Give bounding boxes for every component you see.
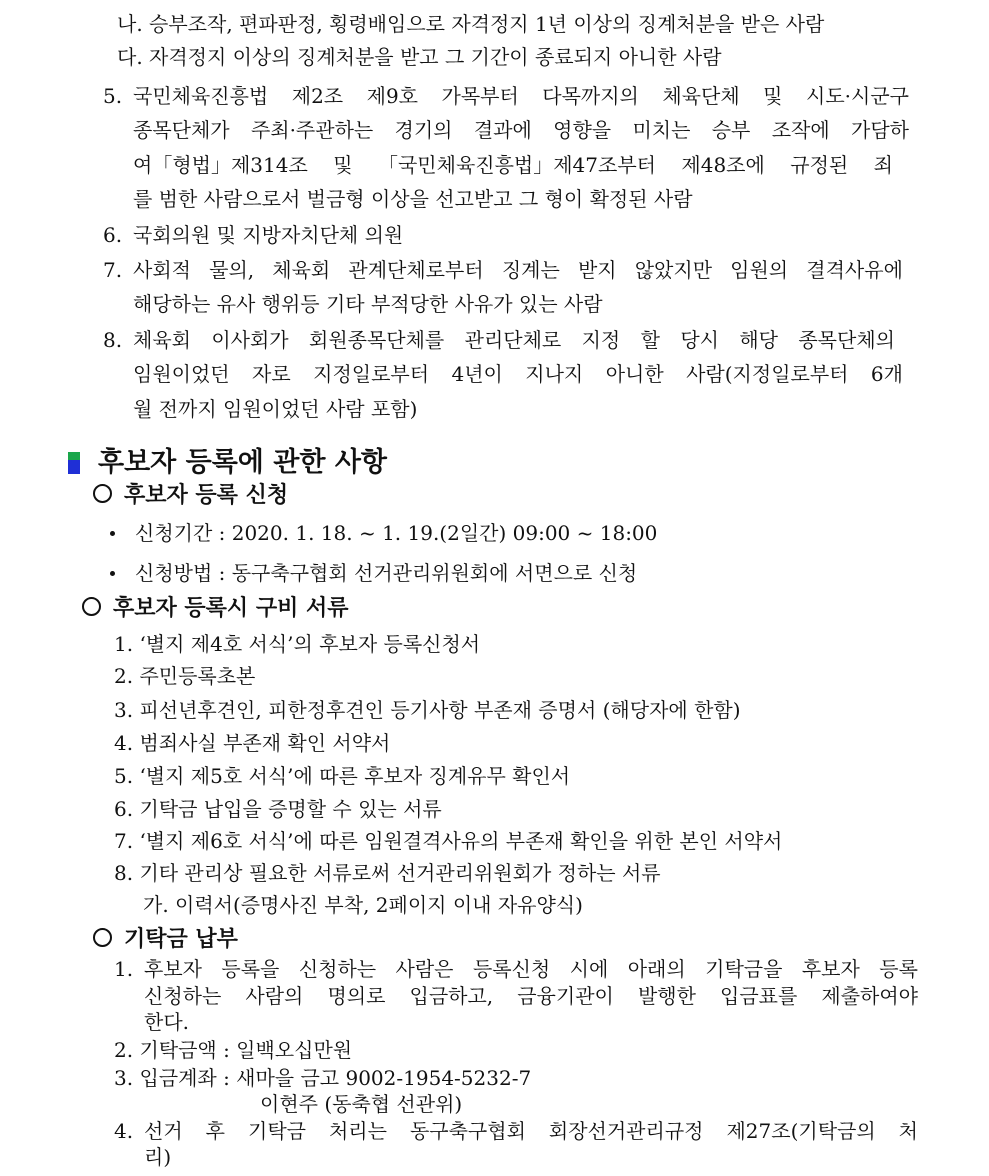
list-item-number: 6.	[103, 223, 123, 247]
bullet-dot-icon	[110, 531, 115, 536]
list-item: 3. 입금계좌 : 새마을 금고 9002-1954-5232-7	[114, 1066, 532, 1090]
list-item-line: 여「형법」제314조 및 「국민체육진흥법」제47조부터 제48조에 규정된 죄	[133, 153, 893, 177]
bullet-item: 신청방법 : 동구축구협회 선거관리위원회에 서면으로 신청	[110, 561, 637, 585]
subsection-heading: 후보자 등록시 구비 서류	[82, 597, 349, 621]
list-item-line: 사회적 물의, 체육회 관계단체로부터 징계는 받지 않았지만 임원의 결격사유에	[133, 258, 903, 282]
list-item: 다. 자격정지 이상의 징계처분을 받고 그 기간이 종료되지 아니한 사람	[117, 45, 722, 69]
list-item: 2. 기탁금액 : 일백오십만원	[114, 1038, 353, 1062]
list-item: 7. ‘별지 제6호 서식’에 따른 임원결격사유의 부존재 확인을 위한 본인 서약서	[114, 829, 783, 853]
list-item-line: 이현주 (동축협 선관위)	[260, 1092, 463, 1116]
list-item-number: 8.	[103, 328, 123, 352]
list-item: 1. ‘별지 제4호 서식’의 후보자 등록신청서	[114, 632, 481, 656]
section-title: 후보자 등록에 관한 사항	[98, 447, 388, 478]
subsection-heading: 기탁금 납부	[93, 928, 238, 952]
list-item-line: 선거 후 기탁금 처리는 동구축구협회 회장선거관리규정 제27조(기탁금의 처	[144, 1119, 918, 1143]
list-item-number: 5.	[103, 84, 123, 108]
list-item-number: 4.	[114, 1119, 134, 1143]
list-item-line: 국회의원 및 지방자치단체 의원	[133, 223, 404, 247]
list-item-line: 후보자 등록을 신청하는 사람은 등록신청 시에 아래의 기탁금을 후보자 등록	[144, 957, 918, 981]
list-subitem: 가. 이력서(증명사진 부착, 2페이지 이내 자유양식)	[143, 893, 583, 917]
section-marker-icon	[68, 452, 80, 474]
circle-bullet-icon	[93, 928, 112, 947]
list-item-line: 종목단체가 주최·주관하는 경기의 결과에 영향을 미치는 승부 조작에 가담하	[133, 118, 909, 142]
list-item-number: 7.	[103, 258, 123, 282]
list-item-line: 체육회 이사회가 회원종목단체를 관리단체로 지정 할 당시 해당 종목단체의	[133, 328, 895, 352]
list-item-line: 임원이었던 자로 지정일로부터 4년이 지나지 아니한 사람(지정일로부터 6개	[133, 362, 903, 386]
list-item: 5. ‘별지 제5호 서식’에 따른 후보자 징계유무 확인서	[114, 764, 571, 788]
list-item: 6. 기탁금 납입을 증명할 수 있는 서류	[114, 797, 442, 821]
list-item: 3. 피선년후견인, 피한정후견인 등기사항 부존재 증명서 (해당자에 한함)	[114, 698, 741, 722]
subsection-heading: 후보자 등록 신청	[93, 484, 288, 508]
list-item: 2. 주민등록초본	[114, 664, 256, 688]
list-item-line: 해당하는 유사 행위등 기타 부적당한 사유가 있는 사람	[133, 292, 603, 316]
circle-bullet-icon	[82, 597, 101, 616]
list-item-line: 를 범한 사람으로서 벌금형 이상을 선고받고 그 형이 확정된 사람	[133, 187, 693, 211]
circle-bullet-icon	[93, 484, 112, 503]
list-item-line: 리)	[144, 1145, 172, 1169]
list-item-line: 한다.	[144, 1010, 189, 1034]
bullet-item: 신청기간 : 2020. 1. 18. ~ 1. 19.(2일간) 09:00 ~ 18:00	[110, 521, 657, 545]
list-item-line: 국민체육진흥법 제2조 제9호 가목부터 다목까지의 체육단체 및 시도·시군구	[133, 84, 909, 108]
list-item-line: 월 전까지 임원이었던 사람 포함)	[133, 397, 418, 421]
list-item: 8. 기타 관리상 필요한 서류로써 선거관리위원회가 정하는 서류	[114, 861, 661, 885]
bullet-dot-icon	[110, 571, 115, 576]
list-item-number: 1.	[114, 957, 134, 981]
list-item-line: 신청하는 사람의 명의로 입금하고, 금융기관이 발행한 입금표를 제출하여야	[144, 984, 918, 1008]
list-item: 나. 승부조작, 편파판정, 횡령배임으로 자격정지 1년 이상의 징계처분을 받은 사람	[117, 12, 825, 36]
list-item: 4. 범죄사실 부존재 확인 서약서	[114, 731, 391, 755]
